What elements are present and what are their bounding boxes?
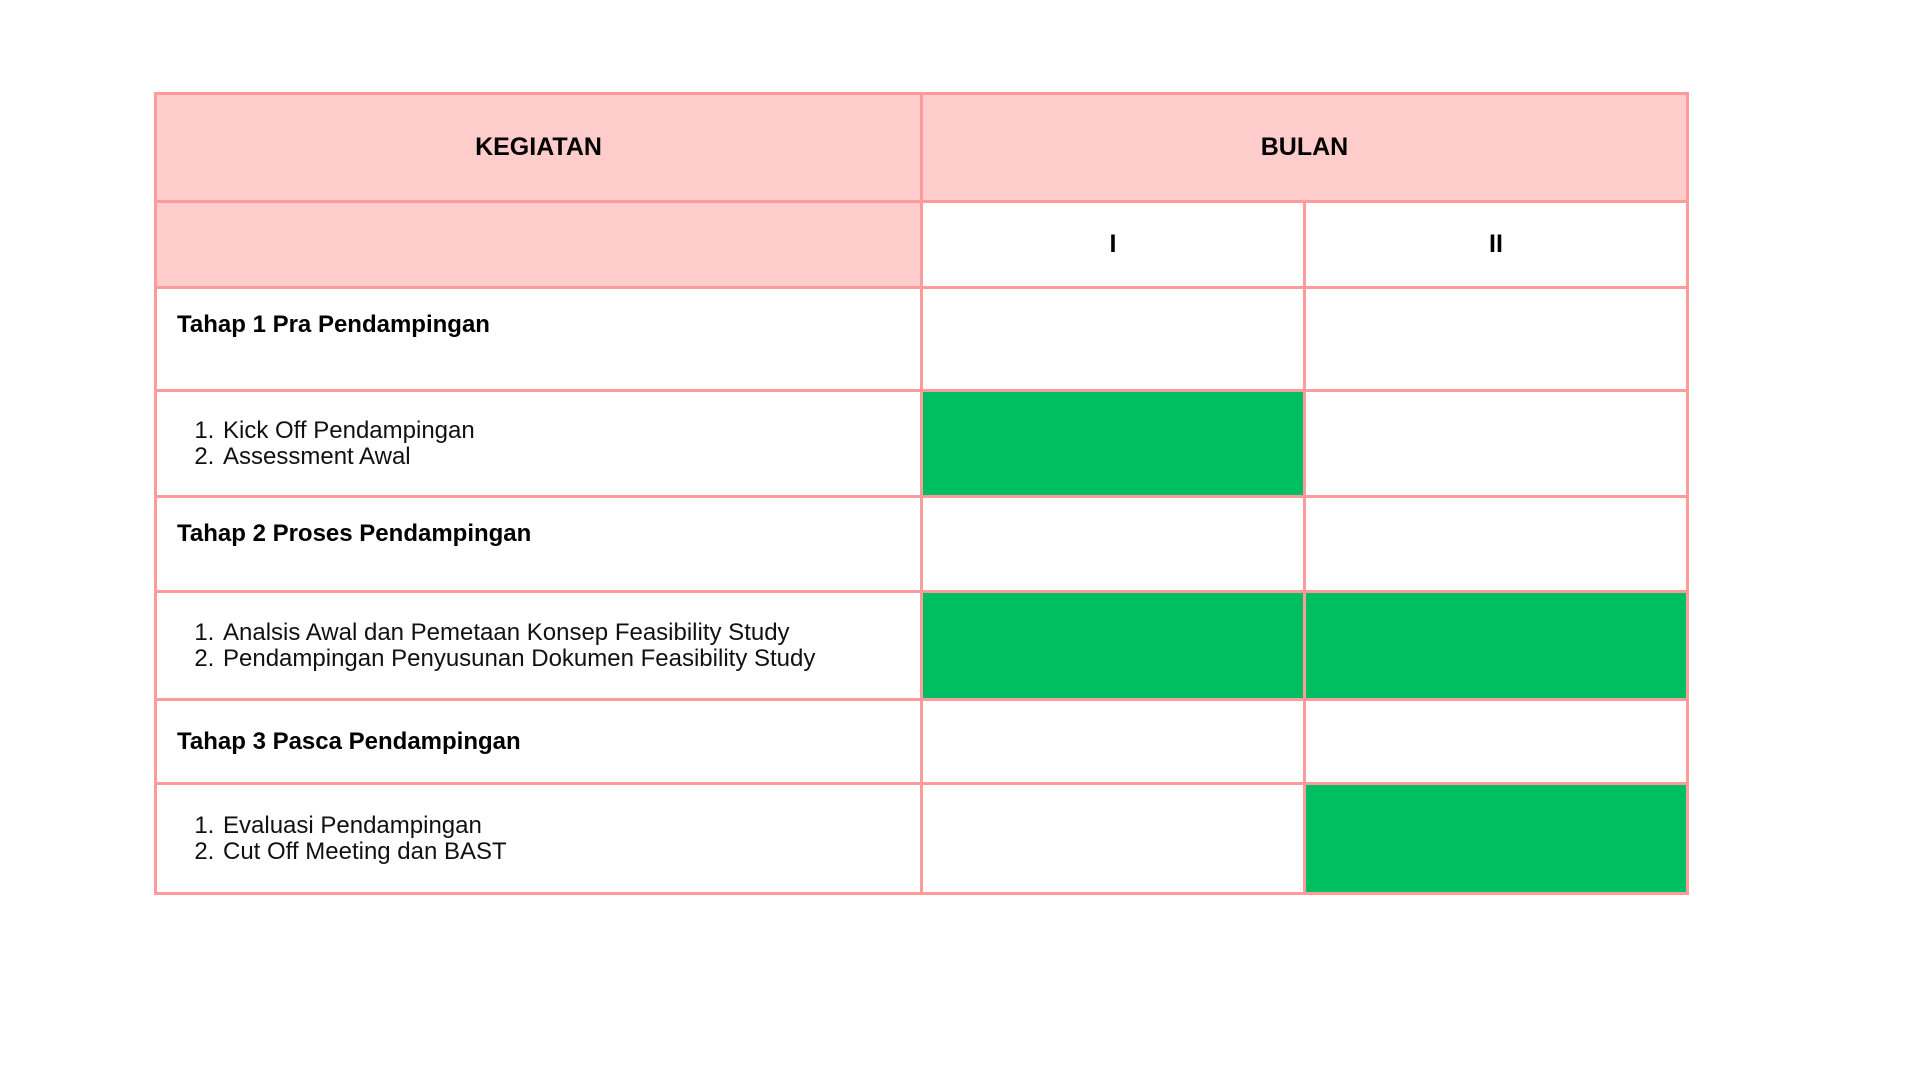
stage-2-title-month-2-cell [1305,497,1688,592]
stage-3-title: Tahap 3 Pasca Pendampingan [156,700,922,784]
month-2-header: II [1305,202,1688,288]
stage-row [156,497,1688,592]
list-item: 2. Pendampingan Penyusunan Dokumen Feasibility Study [221,646,900,672]
stage-items-row [156,592,1688,700]
stage-1-title: Tahap 1 Pra Pendampingan [156,288,922,391]
month-row [156,202,1688,288]
stage-3-title-month-2-cell [1305,700,1688,784]
stage-3-title-month-1-cell [922,700,1305,784]
activity-header: KEGIATAN [156,94,922,202]
stage-1-month-1-bar [922,391,1305,497]
stage-3-month-2-bar [1305,784,1688,894]
stage-2-title-month-1-cell [922,497,1305,592]
header-row [156,94,1688,202]
stage-2-title: Tahap 2 Proses Pendampingan [156,497,922,592]
stage-2-month-2-bar [1305,592,1688,700]
stage-1-title-month-2-cell [1305,288,1688,391]
schedule-table [154,92,1689,895]
list-item: 1. Kick Off Pendampingan [221,418,900,444]
stage-items-row [156,784,1688,894]
stage-row [156,700,1688,784]
list-item: 1. Evaluasi Pendampingan [221,813,900,839]
stage-2-items [156,592,922,700]
list-item: 2. Cut Off Meeting dan BAST [221,839,900,865]
stage-row [156,288,1688,391]
stage-items-row [156,391,1688,497]
stage-3-items [156,784,922,894]
month-header: BULAN [922,94,1688,202]
stage-2-month-1-bar [922,592,1305,700]
stage-1-title-month-1-cell [922,288,1305,391]
stage-1-month-2-bar [1305,391,1688,497]
activity-header-blank [156,202,922,288]
list-item: 2. Assessment Awal [221,444,900,470]
stage-1-items [156,391,922,497]
list-item: 1. Analsis Awal dan Pemetaan Konsep Feasibility Study [221,620,900,646]
stage-3-month-1-bar [922,784,1305,894]
month-1-header: I [922,202,1305,288]
